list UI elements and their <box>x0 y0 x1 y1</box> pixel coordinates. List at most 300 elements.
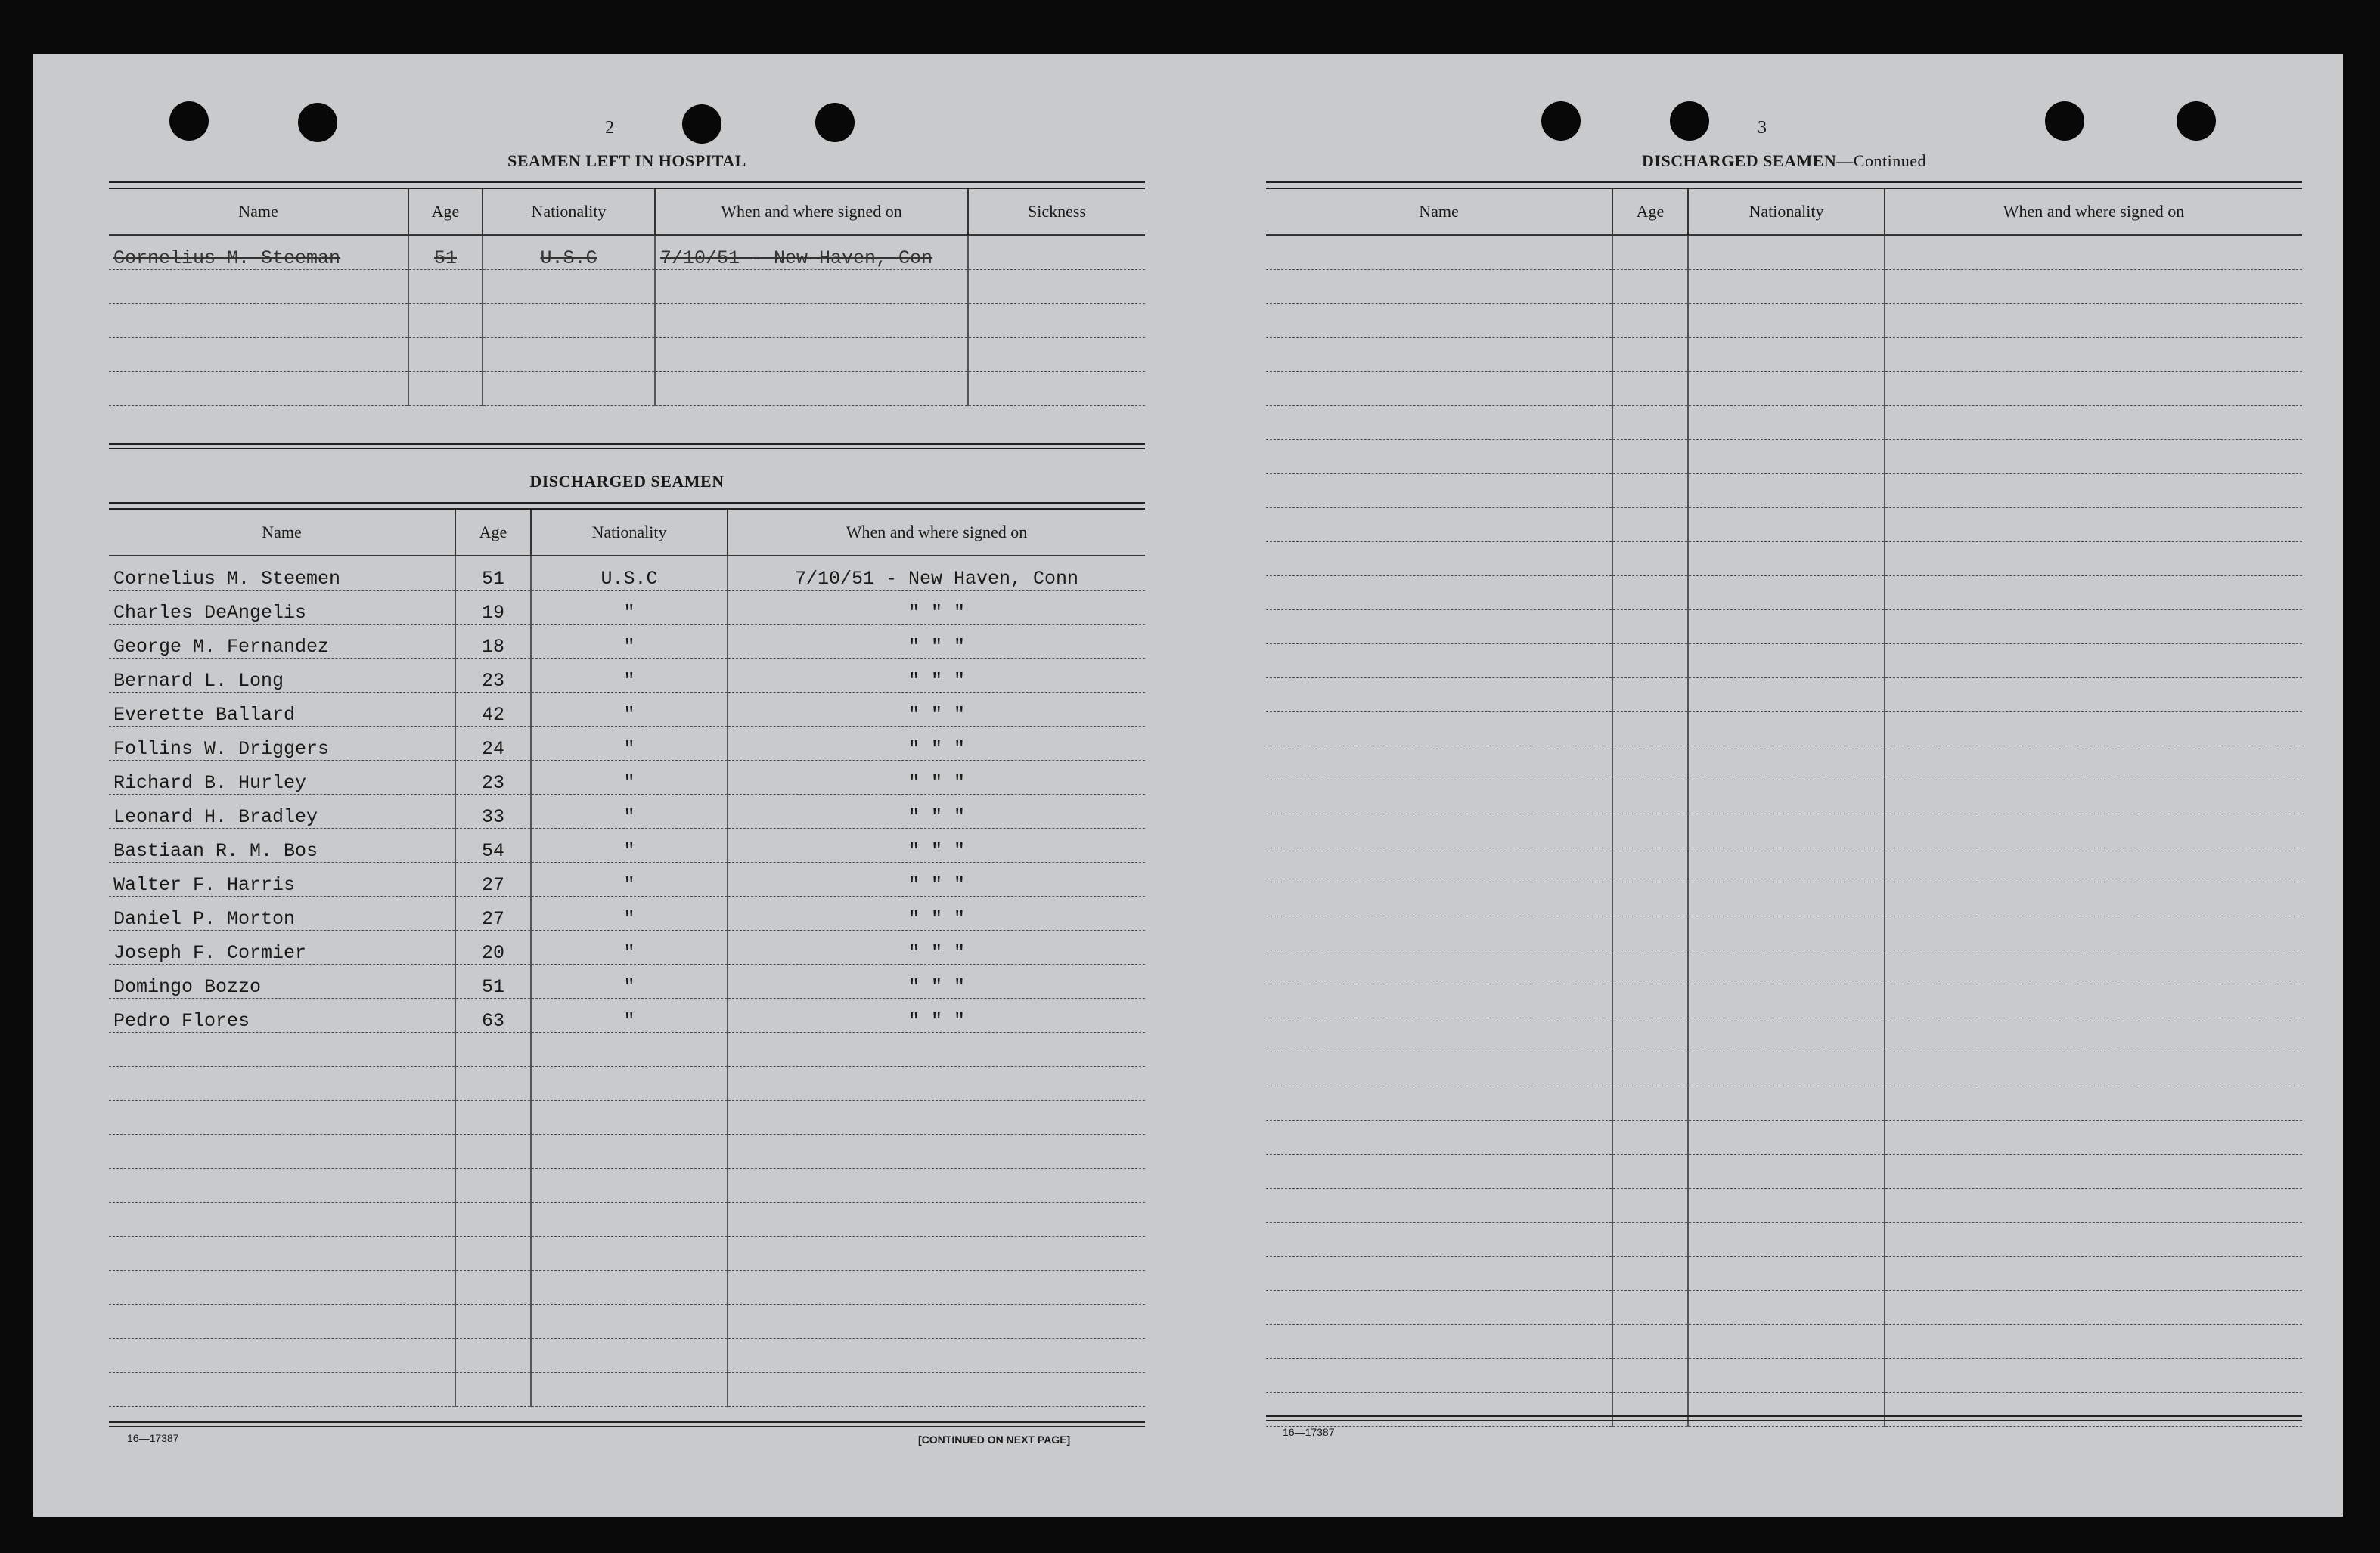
punch-hole <box>682 104 721 144</box>
right-blank-cell <box>1266 235 1612 270</box>
hospital-header-nationality: Nationality <box>483 189 655 235</box>
right-blank-cell <box>1266 270 1612 304</box>
table-row-blank <box>1266 1257 2302 1291</box>
discharged-age-cell: 19 <box>455 591 531 625</box>
right-blank-cell <box>1885 542 2302 576</box>
table-row <box>109 625 1145 659</box>
right-blank-cell <box>1688 542 1885 576</box>
right-blank-cell <box>1885 440 2302 474</box>
right-blank-cell <box>1688 1086 1885 1121</box>
discharged-age-cell <box>455 1237 531 1271</box>
right-blank-cell <box>1266 1052 1612 1086</box>
right-blank-cell <box>1885 1189 2302 1223</box>
right-blank-cell <box>1885 1257 2302 1291</box>
hospital-header-signed-on: When and where signed on <box>655 189 968 235</box>
discharged-signed-on-cell <box>728 1237 1145 1271</box>
continued-note: [CONTINUED ON NEXT PAGE] <box>918 1434 1071 1446</box>
right-blank-cell <box>1688 576 1885 610</box>
right-blank-cell <box>1266 304 1612 338</box>
right-blank-cell <box>1688 406 1885 440</box>
right-blank-cell <box>1688 508 1885 542</box>
right-blank-cell <box>1266 1291 1612 1325</box>
right-blank-cell <box>1266 712 1612 746</box>
discharged-signed-on-cell: " " " <box>728 591 1145 625</box>
right-blank-cell <box>1885 406 2302 440</box>
table-row-blank <box>1266 814 2302 848</box>
right-blank-cell <box>1885 508 2302 542</box>
discharged-name-cell: Richard B. Hurley <box>109 761 455 795</box>
table-row <box>109 863 1145 897</box>
right-blank-cell <box>1885 610 2302 644</box>
right-blank-cell <box>1266 1086 1612 1121</box>
table-row <box>109 693 1145 727</box>
right-blank-cell <box>1885 1359 2302 1393</box>
right-blank-cell <box>1612 1189 1688 1223</box>
discharged-name-cell: Follins W. Driggers <box>109 727 455 761</box>
right-blank-cell <box>1612 542 1688 576</box>
discharged-nationality-cell: " <box>531 863 728 897</box>
discharged-name-cell: Joseph F. Cormier <box>109 931 455 965</box>
discharged-name-cell: Daniel P. Morton <box>109 897 455 931</box>
right-blank-cell <box>1612 406 1688 440</box>
right-blank-cell <box>1688 1155 1885 1189</box>
right-blank-cell <box>1612 1018 1688 1052</box>
table-row-blank <box>1266 1291 2302 1325</box>
right-blank-cell <box>1612 746 1688 780</box>
right-blank-cell <box>1885 780 2302 814</box>
right-blank-cell <box>1612 474 1688 508</box>
right-blank-cell <box>1885 1223 2302 1257</box>
discharged-signed-on-cell: " " " <box>728 761 1145 795</box>
discharged-age-cell: 24 <box>455 727 531 761</box>
discharged-bottom-rule <box>109 1421 1145 1427</box>
discharged-signed-on-cell <box>728 1373 1145 1407</box>
right-blank-cell <box>1612 304 1688 338</box>
table-row-blank <box>1266 440 2302 474</box>
right-blank-cell <box>1612 1121 1688 1155</box>
discharged-name-cell <box>109 1169 455 1203</box>
discharged-signed-on-cell: " " " <box>728 693 1145 727</box>
right-blank-cell <box>1885 1291 2302 1325</box>
hospital-nationality-cell: U.S.C <box>483 235 655 270</box>
hospital-row-blank <box>109 338 1145 372</box>
right-blank-cell <box>1612 1325 1688 1359</box>
discharged-signed-on-cell: " " " <box>728 897 1145 931</box>
right-blank-cell <box>1266 576 1612 610</box>
discharged-nationality-cell: " <box>531 727 728 761</box>
discharged-name-cell: Charles DeAngelis <box>109 591 455 625</box>
discharged-name-cell <box>109 1203 455 1237</box>
right-blank-cell <box>1688 304 1885 338</box>
discharged-name-cell <box>109 1101 455 1135</box>
right-title-suffix: —Continued <box>1836 151 1926 170</box>
table-row-blank <box>109 1101 1145 1135</box>
table-row-blank <box>1266 848 2302 882</box>
discharged-nationality-cell: " <box>531 931 728 965</box>
discharged-header-signed-on: When and where signed on <box>728 510 1145 556</box>
right-blank-cell <box>1688 644 1885 678</box>
right-blank-cell <box>1688 984 1885 1018</box>
right-blank-cell <box>1885 304 2302 338</box>
right-blank-cell <box>1266 746 1612 780</box>
right-header-nationality: Nationality <box>1688 189 1885 235</box>
discharged-nationality-cell <box>531 1305 728 1339</box>
right-blank-cell <box>1885 576 2302 610</box>
discharged-name-cell: Cornelius M. Steemen <box>109 556 455 591</box>
discharged-name-cell <box>109 1305 455 1339</box>
right-blank-cell <box>1266 508 1612 542</box>
discharged-age-cell: 33 <box>455 795 531 829</box>
table-row-blank <box>1266 508 2302 542</box>
right-blank-cell <box>1688 1018 1885 1052</box>
right-blank-cell <box>1266 644 1612 678</box>
discharged-signed-on-cell <box>728 1033 1145 1067</box>
discharged-nationality-cell: " <box>531 897 728 931</box>
right-blank-cell <box>1612 882 1688 916</box>
discharged-age-cell: 20 <box>455 931 531 965</box>
right-blank-cell <box>1885 916 2302 950</box>
hospital-row-blank <box>109 304 1145 338</box>
table-row-blank <box>109 1135 1145 1169</box>
right-blank-cell <box>1885 1018 2302 1052</box>
hospital-table <box>109 189 1145 406</box>
table-row-blank <box>1266 746 2302 780</box>
right-blank-cell <box>1688 610 1885 644</box>
hospital-bottom-rule <box>109 443 1145 449</box>
right-blank-cell <box>1266 848 1612 882</box>
table-row-blank <box>1266 270 2302 304</box>
right-blank-cell <box>1885 1155 2302 1189</box>
page-number-left: 2 <box>605 118 614 138</box>
right-blank-cell <box>1612 814 1688 848</box>
discharged-name-cell <box>109 1033 455 1067</box>
right-blank-cell <box>1688 950 1885 984</box>
right-blank-cell <box>1688 474 1885 508</box>
discharged-age-cell <box>455 1067 531 1101</box>
punch-hole <box>1541 101 1581 141</box>
right-blank-cell <box>1612 1223 1688 1257</box>
discharged-signed-on-cell: " " " <box>728 625 1145 659</box>
discharged-age-cell <box>455 1373 531 1407</box>
right-top-rule <box>1266 181 2302 189</box>
discharged-age-cell: 23 <box>455 761 531 795</box>
right-bottom-rule <box>1266 1415 2302 1421</box>
table-row-blank <box>1266 1155 2302 1189</box>
table-row-blank <box>1266 984 2302 1018</box>
right-blank-cell <box>1266 678 1612 712</box>
discharged-signed-on-cell: " " " <box>728 999 1145 1033</box>
right-blank-cell <box>1266 984 1612 1018</box>
right-blank-cell <box>1885 644 2302 678</box>
table-row-blank <box>109 1203 1145 1237</box>
table-row-blank <box>1266 678 2302 712</box>
hospital-name-cell: Cornelius M. Steeman <box>109 235 408 270</box>
right-blank-cell <box>1612 1291 1688 1325</box>
right-blank-cell <box>1612 984 1688 1018</box>
discharged-nationality-cell <box>531 1237 728 1271</box>
right-blank-cell <box>1266 610 1612 644</box>
right-blank-cell <box>1885 1086 2302 1121</box>
table-row-blank <box>1266 644 2302 678</box>
discharged-nationality-cell <box>531 1373 728 1407</box>
right-blank-cell <box>1266 950 1612 984</box>
table-row-blank <box>109 1373 1145 1407</box>
discharged-nationality-cell: " <box>531 829 728 863</box>
right-blank-cell <box>1266 440 1612 474</box>
table-row-blank <box>1266 1121 2302 1155</box>
table-row-blank <box>1266 406 2302 440</box>
right-blank-cell <box>1612 440 1688 474</box>
table-row-blank <box>1266 712 2302 746</box>
discharged-age-cell: 27 <box>455 863 531 897</box>
discharged-age-cell: 42 <box>455 693 531 727</box>
right-blank-cell <box>1885 338 2302 372</box>
page-number-right: 3 <box>1758 118 1767 138</box>
discharged-signed-on-cell <box>728 1271 1145 1305</box>
table-row-blank <box>1266 304 2302 338</box>
discharged-age-cell: 27 <box>455 897 531 931</box>
discharged-age-cell: 51 <box>455 556 531 591</box>
table-row-blank <box>109 1169 1145 1203</box>
right-blank-cell <box>1885 882 2302 916</box>
table-row-blank <box>109 1339 1145 1373</box>
right-blank-cell <box>1885 474 2302 508</box>
right-blank-cell <box>1885 746 2302 780</box>
discharged-name-cell: Pedro Flores <box>109 999 455 1033</box>
discharged-nationality-cell: " <box>531 965 728 999</box>
table-row <box>109 591 1145 625</box>
right-section-title <box>1266 151 2302 171</box>
right-blank-cell <box>1266 338 1612 372</box>
right-blank-cell <box>1688 1257 1885 1291</box>
discharged-age-cell <box>455 1101 531 1135</box>
table-row-blank <box>1266 950 2302 984</box>
right-blank-cell <box>1612 678 1688 712</box>
right-blank-cell <box>1885 712 2302 746</box>
discharged-age-cell <box>455 1033 531 1067</box>
table-row-blank <box>1266 372 2302 406</box>
hospital-row-blank <box>109 270 1145 304</box>
table-row-blank <box>1266 338 2302 372</box>
discharged-nationality-cell <box>531 1101 728 1135</box>
right-blank-cell <box>1612 916 1688 950</box>
right-blank-cell <box>1612 338 1688 372</box>
table-row-blank <box>1266 882 2302 916</box>
table-row-blank <box>1266 576 2302 610</box>
table-row-blank <box>1266 610 2302 644</box>
discharged-name-cell: Everette Ballard <box>109 693 455 727</box>
right-title-main: DISCHARGED SEAMEN <box>1642 151 1837 170</box>
hospital-header-name: Name <box>109 189 408 235</box>
right-blank-cell <box>1612 950 1688 984</box>
punch-hole <box>169 101 209 141</box>
table-row-blank <box>1266 916 2302 950</box>
table-row-blank <box>1266 542 2302 576</box>
table-row <box>109 727 1145 761</box>
right-blank-cell <box>1266 1189 1612 1223</box>
discharged-signed-on-cell <box>728 1101 1145 1135</box>
table-row-blank <box>1266 1325 2302 1359</box>
discharged-nationality-cell: " <box>531 659 728 693</box>
right-blank-cell <box>1885 814 2302 848</box>
discharged-signed-on-cell: " " " <box>728 727 1145 761</box>
right-blank-cell <box>1266 1359 1612 1393</box>
discharged-header-name: Name <box>109 510 455 556</box>
right-blank-cell <box>1266 916 1612 950</box>
right-blank-cell <box>1266 372 1612 406</box>
right-blank-cell <box>1688 1291 1885 1325</box>
discharged-name-cell: Domingo Bozzo <box>109 965 455 999</box>
right-blank-cell <box>1612 1257 1688 1291</box>
right-blank-cell <box>1612 780 1688 814</box>
punch-hole <box>298 103 337 142</box>
right-blank-cell <box>1688 916 1885 950</box>
right-blank-cell <box>1688 1325 1885 1359</box>
discharged-section-title: DISCHARGED SEAMEN <box>529 472 725 491</box>
right-discharged-table <box>1266 189 2302 1427</box>
discharged-name-cell <box>109 1135 455 1169</box>
right-blank-cell <box>1688 780 1885 814</box>
discharged-name-cell <box>109 1373 455 1407</box>
discharged-signed-on-cell: " " " <box>728 829 1145 863</box>
discharged-signed-on-cell <box>728 1067 1145 1101</box>
discharged-signed-on-cell <box>728 1339 1145 1373</box>
discharged-age-cell <box>455 1305 531 1339</box>
table-row-blank <box>1266 1018 2302 1052</box>
right-blank-cell <box>1612 610 1688 644</box>
hospital-signed-on-cell: 7/10/51 - New Haven, Con <box>655 235 968 270</box>
right-blank-cell <box>1885 984 2302 1018</box>
punch-hole <box>2045 101 2084 141</box>
right-blank-cell <box>1266 1121 1612 1155</box>
table-row <box>109 897 1145 931</box>
right-blank-cell <box>1612 1052 1688 1086</box>
right-blank-cell <box>1885 1121 2302 1155</box>
discharged-signed-on-cell <box>728 1203 1145 1237</box>
discharged-age-cell: 18 <box>455 625 531 659</box>
discharged-nationality-cell <box>531 1033 728 1067</box>
table-row <box>109 931 1145 965</box>
right-blank-cell <box>1266 1223 1612 1257</box>
table-row-blank <box>109 1033 1145 1067</box>
right-blank-cell <box>1688 440 1885 474</box>
right-blank-cell <box>1688 235 1885 270</box>
discharged-header-age: Age <box>455 510 531 556</box>
table-row-blank <box>1266 474 2302 508</box>
discharged-nationality-cell: " <box>531 999 728 1033</box>
discharged-age-cell: 51 <box>455 965 531 999</box>
right-blank-cell <box>1612 372 1688 406</box>
hospital-header-age: Age <box>408 189 483 235</box>
right-blank-cell <box>1885 1052 2302 1086</box>
right-blank-cell <box>1688 338 1885 372</box>
right-blank-cell <box>1885 678 2302 712</box>
right-blank-cell <box>1688 1359 1885 1393</box>
discharged-age-cell: 54 <box>455 829 531 863</box>
right-blank-cell <box>1266 474 1612 508</box>
hospital-top-rule <box>109 181 1145 189</box>
discharged-age-cell <box>455 1203 531 1237</box>
discharged-age-cell <box>455 1271 531 1305</box>
discharged-name-cell: Bastiaan R. M. Bos <box>109 829 455 863</box>
right-blank-cell <box>1612 712 1688 746</box>
hospital-row <box>109 235 1145 270</box>
discharged-header-nationality: Nationality <box>531 510 728 556</box>
right-blank-cell <box>1885 270 2302 304</box>
table-row <box>109 965 1145 999</box>
discharged-age-cell <box>455 1135 531 1169</box>
discharged-nationality-cell <box>531 1135 728 1169</box>
right-blank-cell <box>1885 1325 2302 1359</box>
table-row-blank <box>1266 1086 2302 1121</box>
right-blank-cell <box>1612 1086 1688 1121</box>
right-blank-cell <box>1266 1325 1612 1359</box>
discharged-nationality-cell: " <box>531 591 728 625</box>
discharged-signed-on-cell <box>728 1135 1145 1169</box>
right-blank-cell <box>1688 1223 1885 1257</box>
right-blank-cell <box>1688 270 1885 304</box>
right-blank-cell <box>1885 848 2302 882</box>
table-row-blank <box>109 1237 1145 1271</box>
discharged-name-cell: Bernard L. Long <box>109 659 455 693</box>
discharged-nationality-cell <box>531 1271 728 1305</box>
hospital-row-blank <box>109 372 1145 406</box>
right-blank-cell <box>1612 576 1688 610</box>
discharged-signed-on-cell: " " " <box>728 659 1145 693</box>
discharged-name-cell <box>109 1339 455 1373</box>
discharged-nationality-cell: " <box>531 761 728 795</box>
right-blank-cell <box>1612 848 1688 882</box>
discharged-top-rule <box>109 502 1145 510</box>
table-row-blank <box>1266 1189 2302 1223</box>
right-blank-cell <box>1612 508 1688 542</box>
table-row-blank <box>1266 1223 2302 1257</box>
punch-hole <box>815 103 855 142</box>
discharged-nationality-cell: " <box>531 625 728 659</box>
table-row <box>109 829 1145 863</box>
punch-hole <box>2177 101 2216 141</box>
table-row-blank <box>109 1271 1145 1305</box>
discharged-signed-on-cell <box>728 1305 1145 1339</box>
right-blank-cell <box>1688 712 1885 746</box>
discharged-signed-on-cell: " " " <box>728 795 1145 829</box>
right-blank-cell <box>1266 814 1612 848</box>
right-blank-cell <box>1612 644 1688 678</box>
right-blank-cell <box>1266 1018 1612 1052</box>
table-row <box>109 556 1145 591</box>
right-blank-cell <box>1688 372 1885 406</box>
right-header-age: Age <box>1612 189 1688 235</box>
right-blank-cell <box>1266 882 1612 916</box>
form-number-left: 16—17387 <box>127 1432 179 1444</box>
discharged-signed-on-cell: " " " <box>728 965 1145 999</box>
right-blank-cell <box>1885 235 2302 270</box>
discharged-name-cell <box>109 1271 455 1305</box>
right-blank-cell <box>1266 1155 1612 1189</box>
discharged-nationality-cell <box>531 1067 728 1101</box>
discharged-signed-on-cell: " " " <box>728 863 1145 897</box>
table-row-blank <box>109 1067 1145 1101</box>
right-blank-cell <box>1266 780 1612 814</box>
discharged-age-cell <box>455 1169 531 1203</box>
table-row-blank <box>1266 780 2302 814</box>
hospital-header-sickness: Sickness <box>968 189 1145 235</box>
discharged-signed-on-cell: 7/10/51 - New Haven, Conn <box>728 556 1145 591</box>
discharged-name-cell <box>109 1067 455 1101</box>
table-row-blank <box>109 1305 1145 1339</box>
discharged-name-cell: George M. Fernandez <box>109 625 455 659</box>
hospital-section-title: SEAMEN LEFT IN HOSPITAL <box>507 151 746 170</box>
